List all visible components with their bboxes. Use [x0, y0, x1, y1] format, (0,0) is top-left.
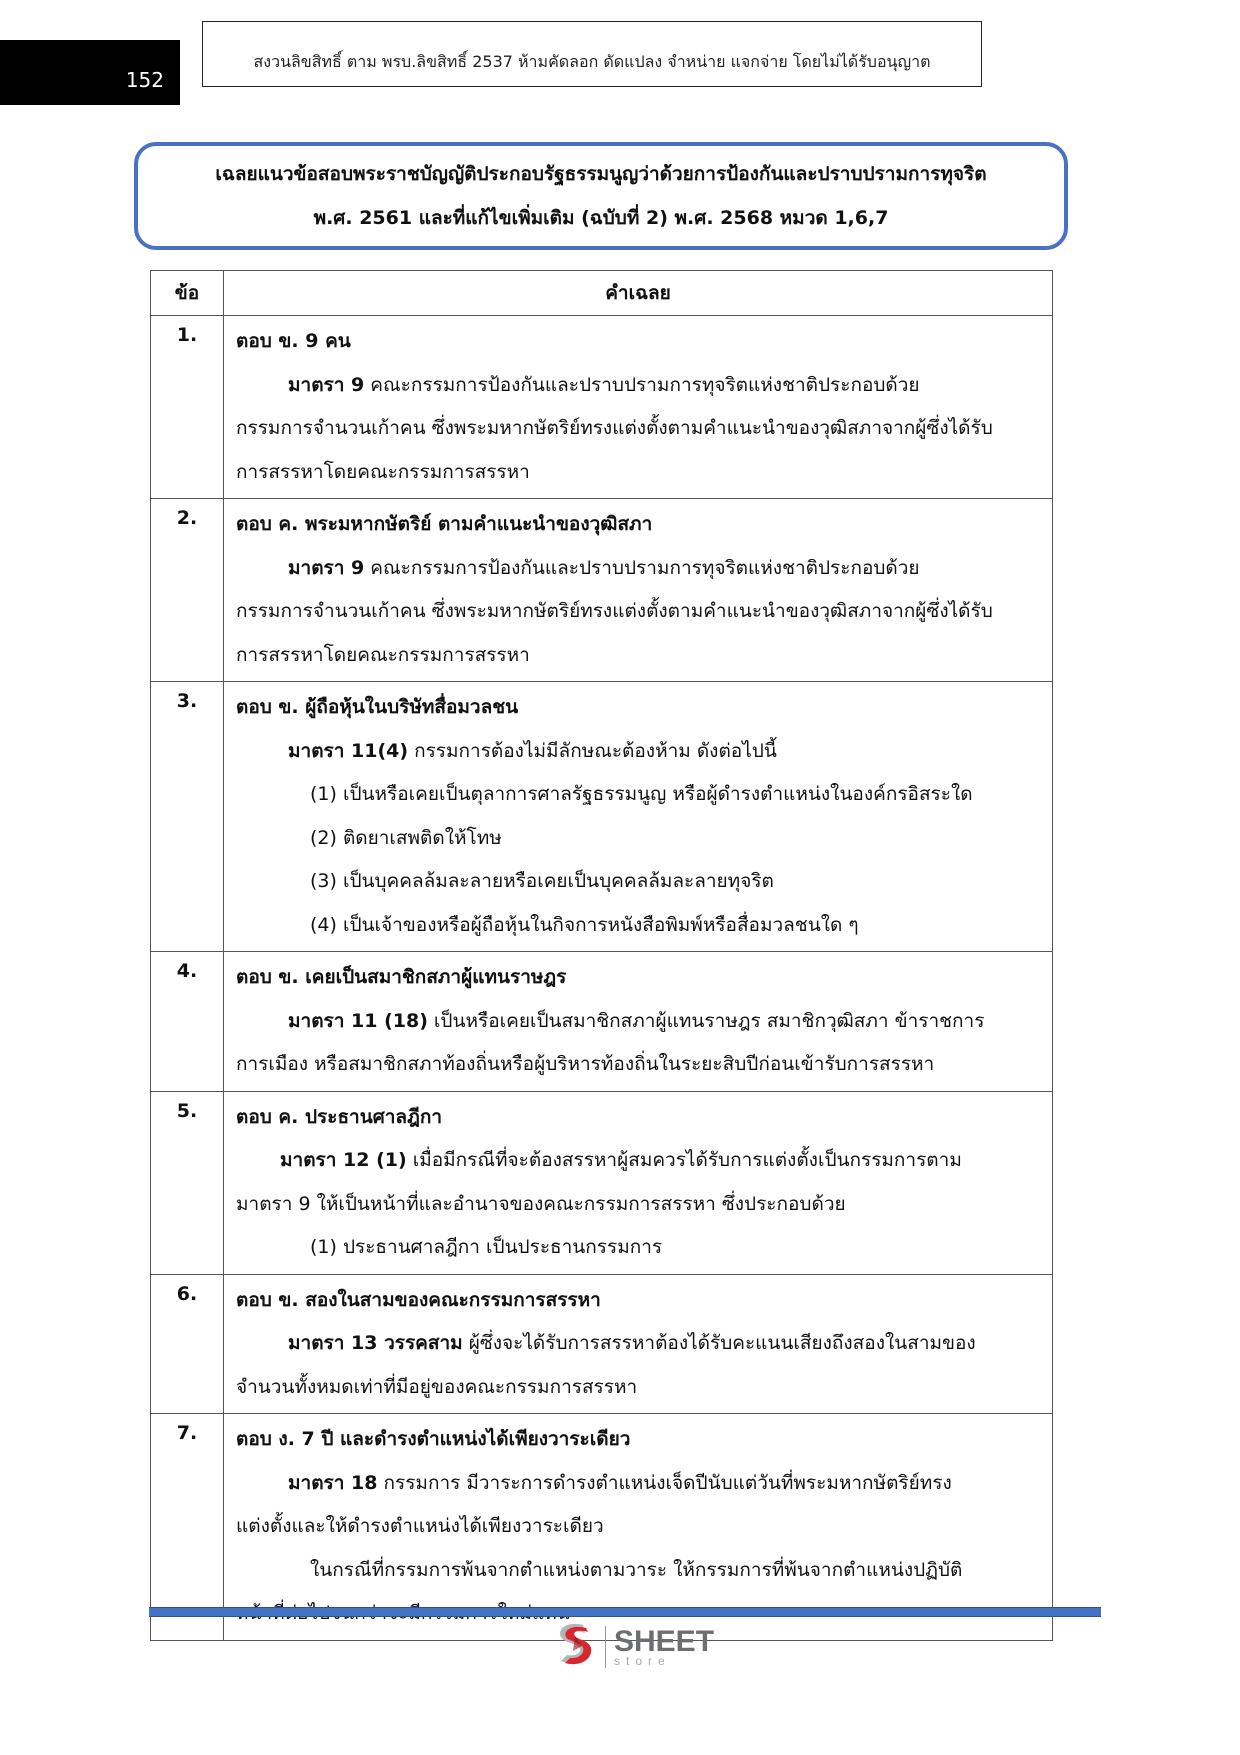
explanation-line — [236, 1462, 1042, 1506]
row-number — [151, 1091, 224, 1274]
copyright-notice: สงวนลิขสิทธิ์ ตาม พรบ.ลิขสิทธิ์ 2537 ห้ามคัดลอก ดัดแปลง จำหน่าย แจกจ่าย โดยไม่ได้รับอนุญาต — [253, 51, 931, 71]
title-line-1: เฉลยแนวข้อสอบพระราชบัญญัติประกอบรัฐธรรมนูญว่าด้วยการป้องกันและปราบปรามการทุจริต — [215, 163, 987, 185]
explanation-line: แต่งตั้งและให้ดำรงตำแหน่งได้เพียงวาระเดียว — [236, 1515, 604, 1537]
explanation-line — [236, 547, 1042, 591]
answer-choice: ตอบ ข. ผู้ถือหุ้นในบริษัทสื่อมวลชน — [236, 696, 519, 718]
explanation-text: กรรมการต้องไม่มีลักษณะต้องห้าม ดังต่อไปนี้ — [408, 739, 777, 762]
answer-cell — [224, 1274, 1053, 1414]
answer-choice: ตอบ ข. สองในสามของคณะกรรมการสรรหา — [236, 1288, 601, 1311]
answer-cell — [224, 499, 1053, 682]
sub-item: (3) เป็นบุคคลล้มละลายหรือเคยเป็นบุคคลล้มละลายทุจริต — [310, 870, 774, 892]
row-number-text: 6. — [176, 1282, 198, 1305]
row-number-text: 2. — [176, 507, 198, 529]
explanation-text: คณะกรรมการป้องกันและปราบปรามการทุจริตแห่งชาติประกอบด้วย — [364, 556, 920, 579]
copyright-notice-box — [202, 21, 982, 87]
row-number — [151, 1274, 224, 1414]
explanation-line: กรรมการจำนวนเก้าคน ซึ่งพระมหากษัตริย์ทรงแต่งตั้งตามคำแนะนำของวุฒิสภาจากผู้ซึ่งได้รับ — [236, 600, 993, 622]
answer-choice: ตอบ ข. 9 คน — [236, 330, 351, 352]
title-line-2: พ.ศ. 2561 และที่แก้ไขเพิ่มเติม (ฉบับที่ 2) พ.ศ. 2568 หมวด 1,6,7 — [313, 207, 889, 229]
explanation-line: จำนวนทั้งหมดเท่าที่มีอยู่ของคณะกรรมการสรรหา — [236, 1375, 638, 1398]
logo-wordmark — [614, 1627, 714, 1667]
explanation-text: เป็นหรือเคยเป็นสมาชิกสภาผู้แทนราษฎร สมาชิกวุฒิสภา ข้าราชการ — [427, 1009, 985, 1032]
row-number-text: 5. — [176, 1099, 198, 1122]
sub-item: (1) ประธานศาลฎีกา เป็นประธานกรรมการ — [310, 1236, 663, 1258]
logo-separator — [605, 1626, 606, 1668]
explanation-line — [236, 364, 1042, 408]
section-label: มาตรา 12 (1) — [280, 1149, 407, 1171]
row-number-text: 3. — [176, 690, 198, 712]
sheet-store-s-logo-icon — [553, 1621, 597, 1673]
explanation-text: คณะกรรมการป้องกันและปราบปรามการทุจริตแห่งชาติประกอบด้วย — [364, 373, 920, 396]
section-label: มาตรา 11 (18) — [288, 1009, 428, 1032]
header-number: ข้อ — [151, 271, 224, 316]
explanation-text: เมื่อมีกรณีที่จะต้องสรรหาผู้สมควรได้รับการแต่งตั้งเป็นกรรมการตาม — [406, 1149, 962, 1171]
explanation-line: ในกรณีที่กรรมการพ้นจากตำแหน่งตามวาระ ให้กรรมการที่พ้นจากตำแหน่งปฏิบัติ — [310, 1558, 963, 1581]
explanation-line — [236, 730, 1042, 774]
row-number-text: 1. — [176, 324, 198, 346]
answer-choice: ตอบ ค. พระมหากษัตริย์ ตามคำแนะนำของวุฒิสภา — [236, 513, 653, 535]
section-label: มาตรา 11(4) — [288, 739, 409, 762]
answer-choice: ตอบ ค. ประธานศาลฎีกา — [236, 1105, 442, 1128]
explanation-line: การสรรหาโดยคณะกรรมการสรรหา — [236, 643, 530, 666]
answer-table — [150, 270, 1053, 1641]
table-row — [151, 682, 1053, 952]
explanation-line: การเมือง หรือสมาชิกสภาท้องถิ่นหรือผู้บริหารท้องถิ่นในระยะสิบปีก่อนเข้ารับการสรรหา — [236, 1053, 935, 1075]
explanation-text: กรรมการ มีวาระการดำรงตำแหน่งเจ็ดปีนับแต่วันที่พระมหากษัตริย์ทรง — [377, 1471, 952, 1494]
explanation-text: ผู้ซึ่งจะได้รับการสรรหาต้องได้รับคะแนนเสียงถึงสองในสามของ — [462, 1332, 976, 1354]
section-label: มาตรา 18 — [288, 1471, 378, 1494]
page-number-box — [0, 40, 180, 105]
table-header-row — [151, 271, 1053, 316]
explanation-line — [236, 1322, 1042, 1366]
answer-cell — [224, 682, 1053, 952]
logo-sub-text: store — [614, 1654, 671, 1668]
footer-divider-bar — [149, 1607, 1101, 1617]
answer-choice: ตอบ ข. เคยเป็นสมาชิกสภาผู้แทนราษฎร — [236, 966, 567, 988]
table-row — [151, 316, 1053, 499]
table-row — [151, 952, 1053, 1092]
answer-cell — [224, 1091, 1053, 1274]
explanation-line — [236, 1000, 1042, 1044]
logo-main-text: SHEET — [614, 1625, 715, 1658]
answer-cell — [224, 952, 1053, 1092]
table-row — [151, 1091, 1053, 1274]
explanation-line: การสรรหาโดยคณะกรรมการสรรหา — [236, 460, 530, 483]
sub-item: (2) ติดยาเสพติดให้โทษ — [310, 826, 502, 849]
section-label: มาตรา 9 — [288, 373, 365, 396]
section-label: มาตรา 13 วรรคสาม — [288, 1332, 463, 1354]
document-title-box — [134, 142, 1068, 250]
answer-cell — [224, 316, 1053, 499]
row-number — [151, 682, 224, 952]
row-number — [151, 316, 224, 499]
row-number — [151, 952, 224, 1092]
sub-item: (1) เป็นหรือเคยเป็นตุลาการศาลรัฐธรรมนูญ หรือผู้ดำรงตำแหน่งในองค์กรอิสระใด — [310, 783, 973, 805]
row-number-text: 4. — [176, 960, 198, 982]
row-number — [151, 499, 224, 682]
explanation-line: กรรมการจำนวนเก้าคน ซึ่งพระมหากษัตริย์ทรงแต่งตั้งตามคำแนะนำของวุฒิสภาจากผู้ซึ่งได้รับ — [236, 417, 993, 439]
table-row — [151, 1274, 1053, 1414]
section-label: มาตรา 9 — [288, 556, 365, 579]
explanation-line: มาตรา 9 ให้เป็นหน้าที่และอำนาจของคณะกรรมการสรรหา ซึ่งประกอบด้วย — [236, 1192, 846, 1215]
sheet-store-logo — [553, 1622, 714, 1672]
row-number-text: 7. — [176, 1422, 198, 1444]
table-row — [151, 499, 1053, 682]
answer-choice: ตอบ ง. 7 ปี และดำรงตำแหน่งได้เพียงวาระเดียว — [236, 1428, 631, 1450]
explanation-line — [236, 1139, 1042, 1183]
header-answer: คำเฉลย — [224, 271, 1053, 316]
page-number: 152 — [125, 67, 164, 92]
sub-item: (4) เป็นเจ้าของหรือผู้ถือหุ้นในกิจการหนังสือพิมพ์หรือสื่อมวลชนใด ๆ — [310, 913, 859, 936]
